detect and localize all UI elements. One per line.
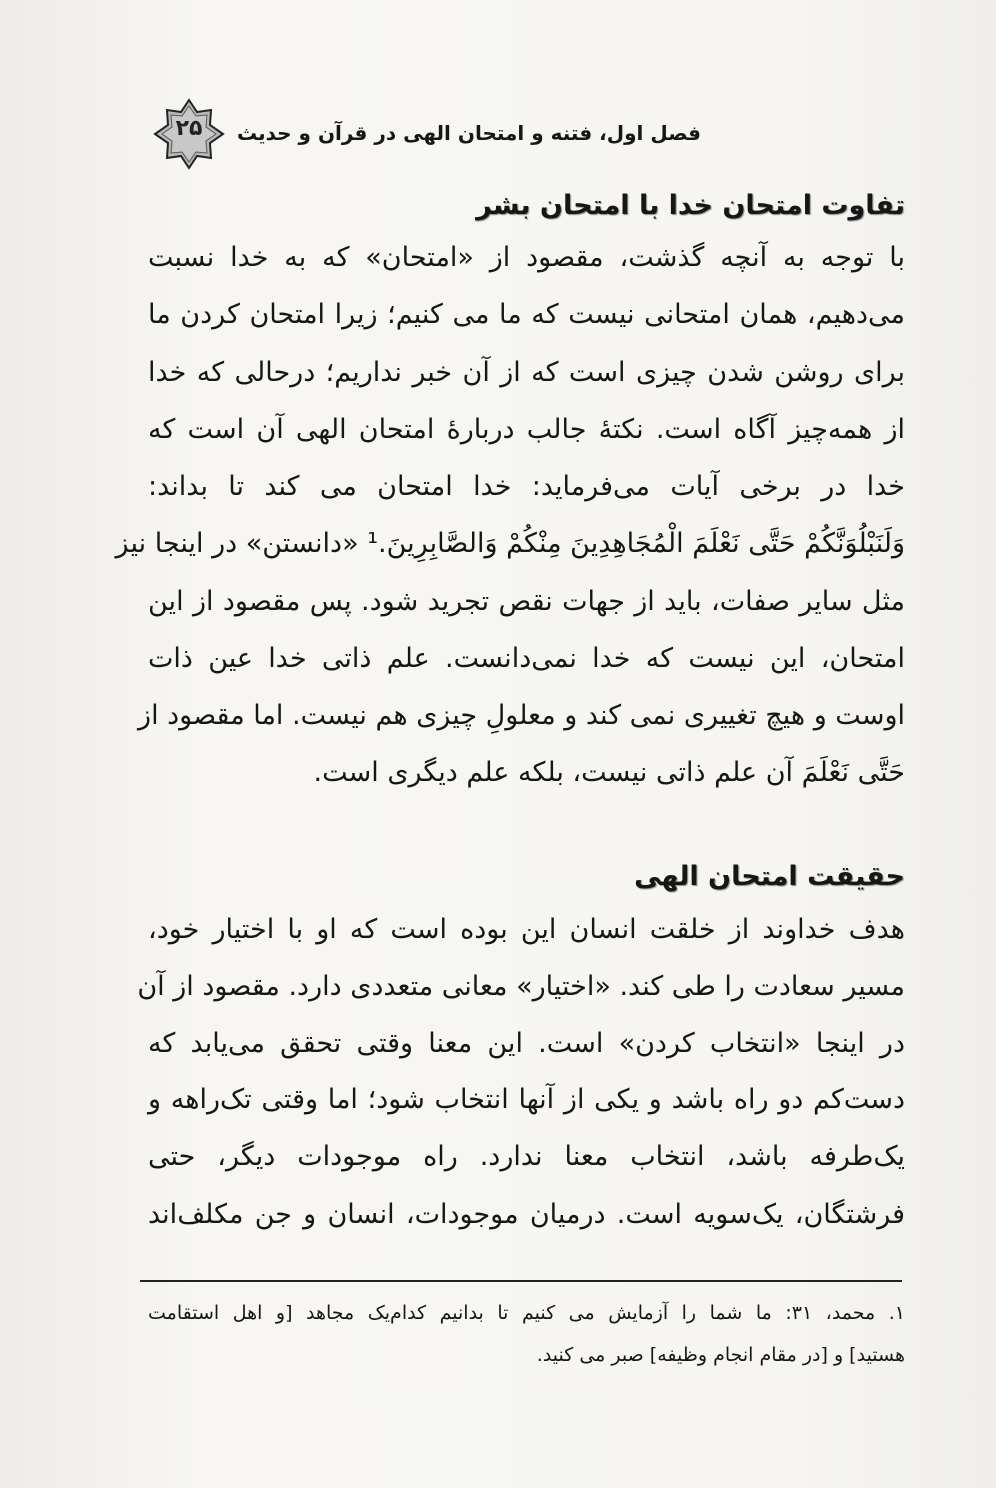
running-title: فصل اول، فتنه و امتحان الهی در قرآن و حدیث <box>236 121 701 145</box>
text-line: در اینجا «انتخاب کردن» است. این معنا وقتی تحقق می‌یابد که <box>148 1028 905 1059</box>
section-heading: تفاوت امتحان خدا با امتحان بشر <box>476 190 905 221</box>
footnote-divider <box>140 1280 902 1282</box>
text-line: فرشتگان، یک‌سویه است. درمیان موجودات، انسان و جن مکلف‌اند <box>148 1199 905 1230</box>
text-line: مسیر سعادت را طی کند. «اختیار» معانی متعددی دارد. مقصود از آن <box>137 971 905 1002</box>
section-heading: حقیقت امتحان الهی <box>634 861 905 892</box>
text-line: اوست و هیچ تغییری نمی کند و معلولِ چیزی هم نیست. اما مقصود از <box>138 700 905 731</box>
text-line: حَتَّى نَعْلَمَ آن علم ذاتی نیست، بلکه علم دیگری است. <box>313 757 905 788</box>
text-line: برای روشن شدن چیزی است که از آن خبر نداریم؛ درحالی که خدا <box>148 357 905 388</box>
text-line: با توجه به آنچه گذشت، مقصود از «امتحان» که به خدا نسبت <box>148 242 905 273</box>
text-line: می‌دهیم، همان امتحانی نیست که ما می کنیم؛ زیرا امتحان کردن ما <box>148 299 905 330</box>
text-line: مثل سایر صفات، باید از جهات نقص تجرید شود. پس مقصود از این <box>148 586 905 617</box>
text-line: دست‌کم دو راه باشد و یکی از آنها انتخاب شود؛ اما وقتی تک‌راهه و <box>148 1084 905 1115</box>
text-line: امتحان، این نیست که خدا نمی‌دانست. علم ذاتی خدا عین ذات <box>148 643 905 674</box>
page-number: ۲۵ <box>175 116 203 141</box>
text-line: از همه‌چیز آگاه است. نکتهٔ جالب دربارهٔ امتحان الهی آن است که <box>148 414 905 445</box>
quran-verse-line: وَلَنَبْلُوَنَّكُمْ حَتَّى نَعْلَمَ الْمُجَاهِدِينَ مِنْكُمْ وَالصَّابِرِينَ.¹ «دانستن» در اینجا نیز <box>115 528 905 559</box>
text-line: هدف خداوند از خلقت انسان این بوده است که او با اختیار خود، <box>148 914 905 945</box>
footnote-line: هستید] و [در مقام انجام وظیفه] صبر می کنید. <box>536 1344 905 1366</box>
footnote-line: ۱. محمد، ۳۱: ما شما را آزمایش می کنیم تا بدانیم کدام‌یک مجاهد [و اهل استقامت <box>148 1302 905 1324</box>
text-line: خدا در برخی آیات می‌فرماید: خدا امتحان می کند تا بداند: <box>148 471 905 502</box>
text-line: یک‌طرفه باشد، انتخاب معنا ندارد. راه موجودات دیگر، حتی <box>148 1141 905 1172</box>
